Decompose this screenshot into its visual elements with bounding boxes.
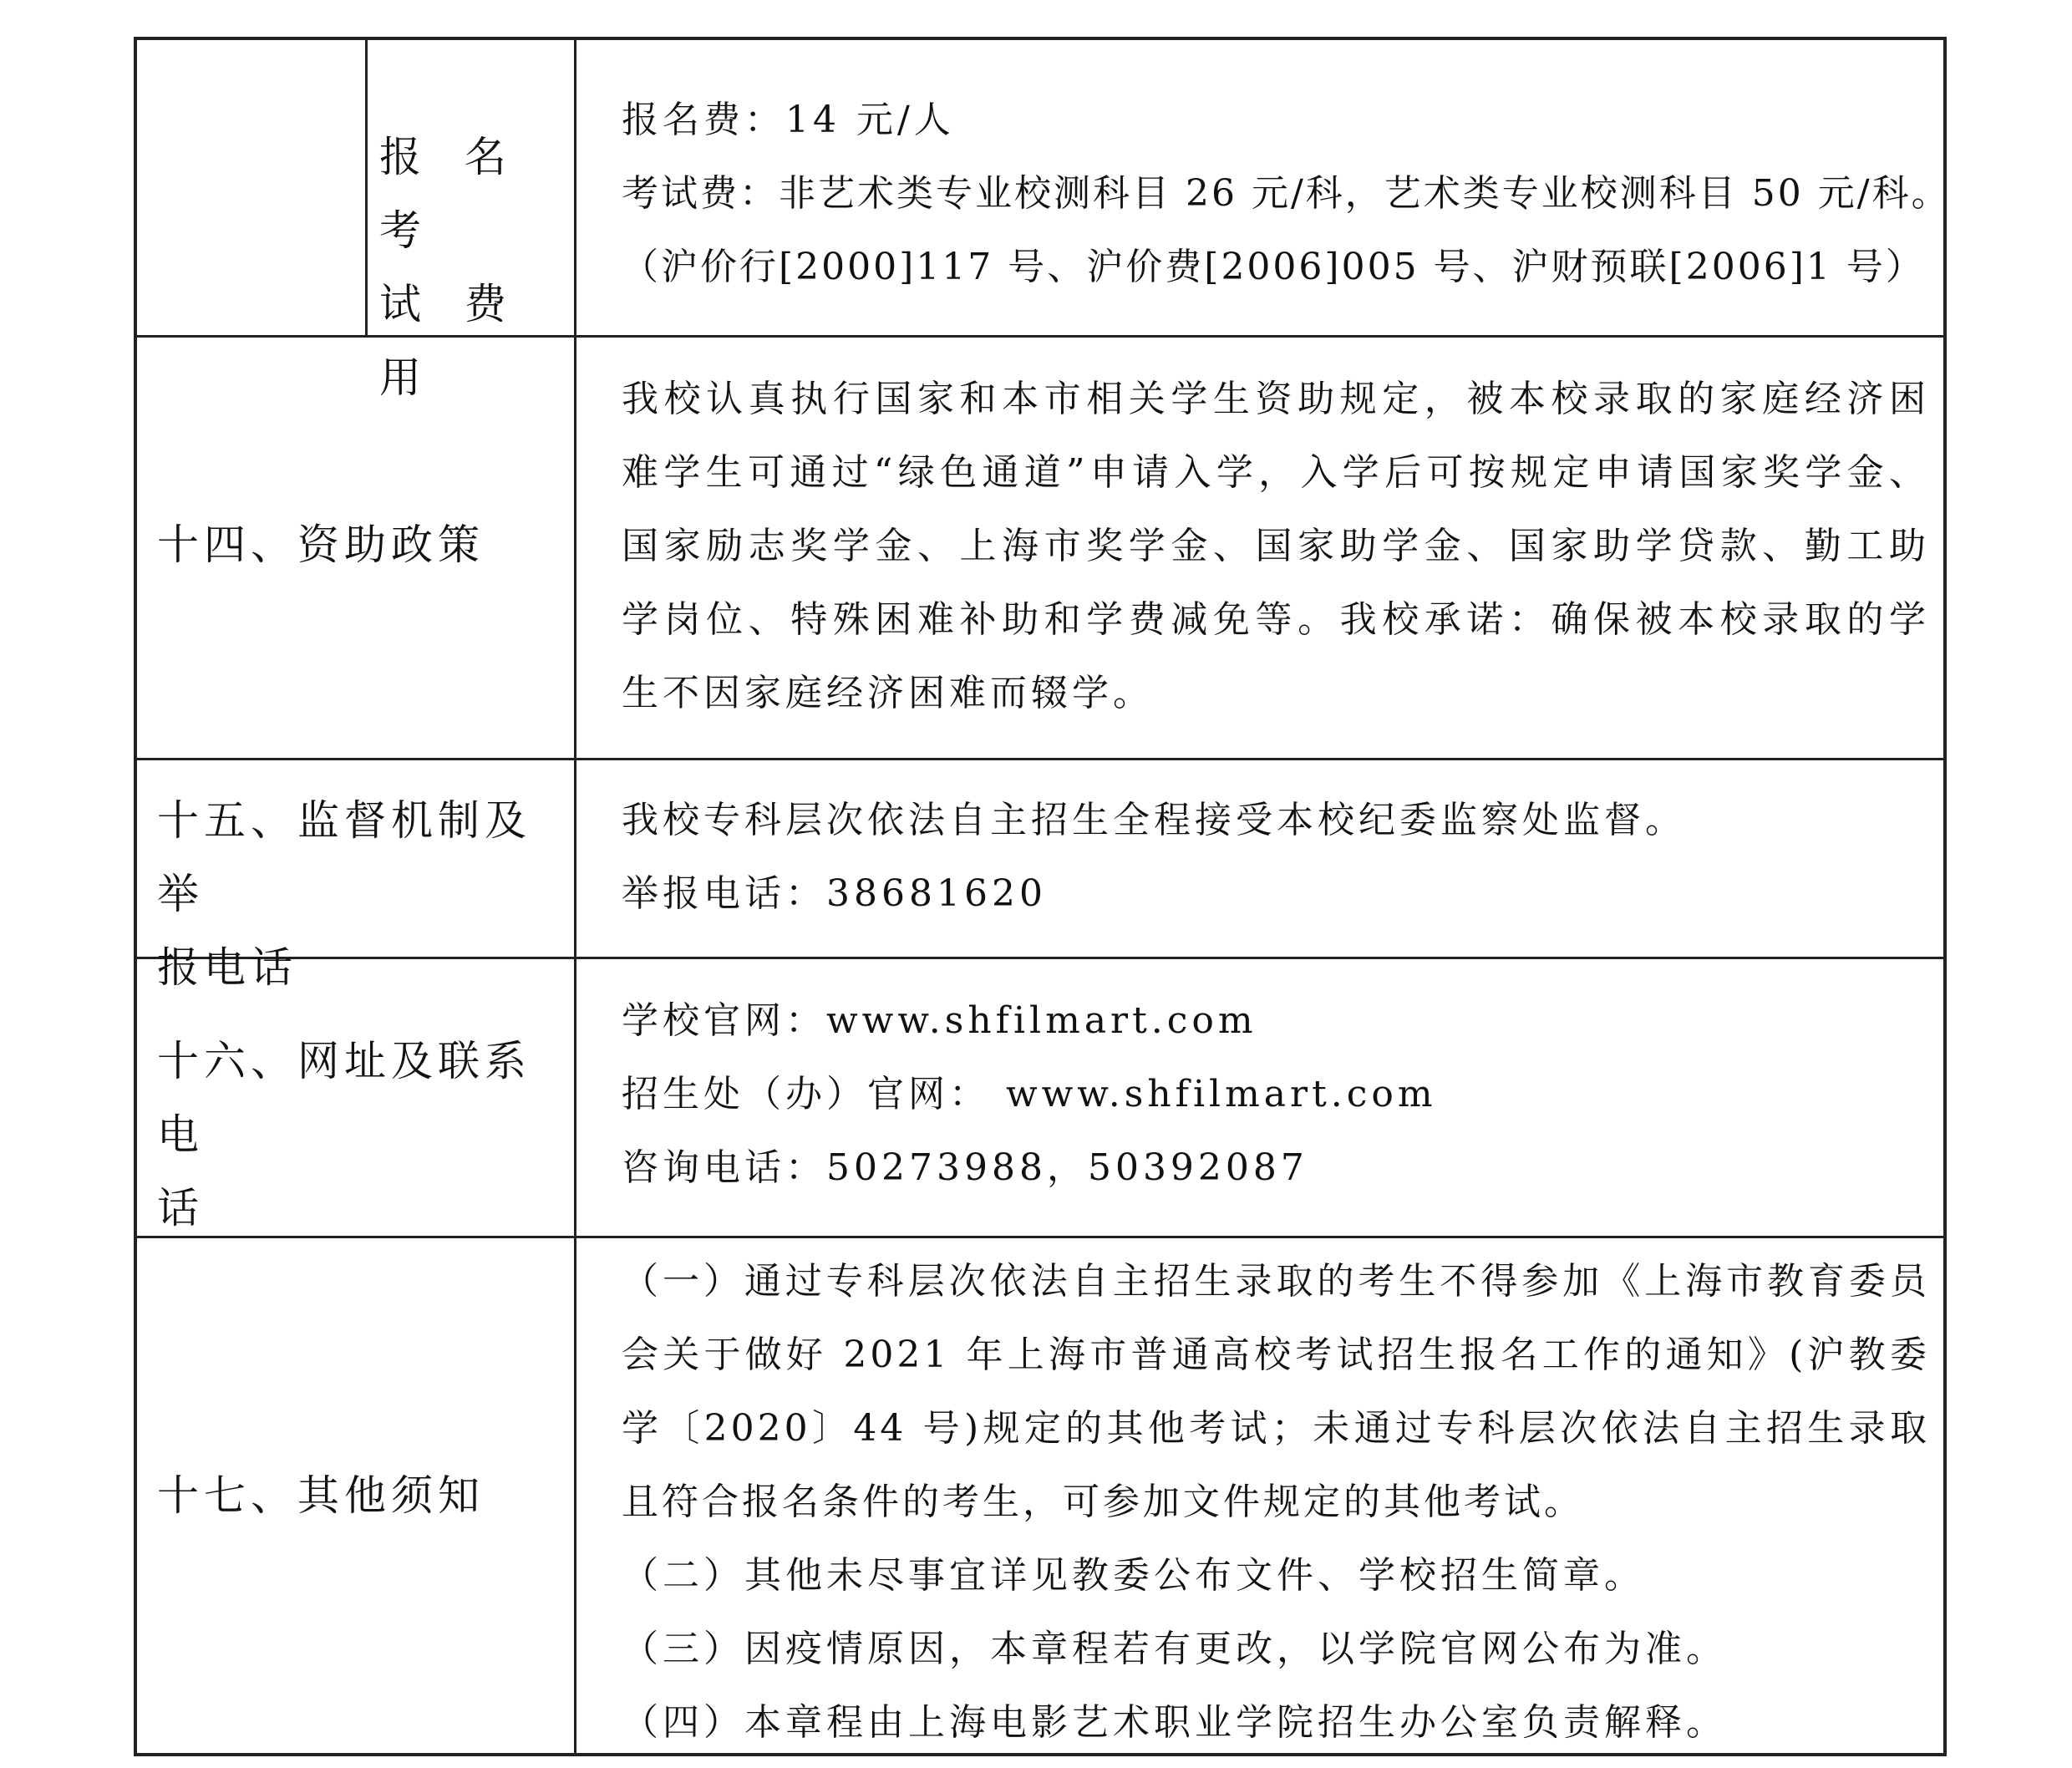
policy-table [134, 37, 1951, 1756]
other-notices-label: 十七、其他须知 [157, 1471, 485, 1520]
sub-column-divider [365, 40, 368, 335]
row-exam-fees-content-cell [576, 40, 1951, 335]
registration-fee-text: 报名费：14 元/人 [622, 99, 955, 141]
supervision-label-line-1: 十五、监督机制及举 [157, 796, 531, 918]
row-supervision [137, 760, 1943, 992]
school-website-text[interactable]: 学校官网：www.shfilmart.com [622, 999, 1257, 1042]
notice-item-4: （四）本章程由上海电影艺术职业学院招生办公室负责解释。 [622, 1701, 1727, 1744]
exam-fee-text: 考试费：非艺术类专业校测科目 26 元/科，艺术类专业校测科目 50 元/科。 [622, 172, 1951, 215]
row-supervision-label-cell [137, 760, 576, 992]
contact-label-line-2: 话 [157, 1184, 204, 1232]
row-financial-aid-content-cell [576, 338, 1943, 758]
row-financial-aid [137, 338, 1943, 760]
supervision-text: 我校专科层次依法自主招生全程接受本校纪委监察处监督。 [622, 799, 1686, 841]
notice-item-1: （一）通过专科层次依法自主招生录取的考生不得参加《上海市教育委员会关于做好 2021 年上海市普通高校考试招生报名工作的通知》(沪教委学〔2020〕44 号)规定的其他考试；未通过专科层次依法自主招生录取且符合报名条件的考生，可参加文件规定的其他考试。 [622, 1260, 1930, 1523]
notice-item-3: （三）因疫情原因，本章程若有更改，以学院官网公布为准。 [622, 1628, 1727, 1670]
financial-aid-label: 十四、资助政策 [157, 521, 485, 569]
notice-item-2: （二）其他未尽事宜详见教委公布文件、学校招生简章。 [622, 1554, 1645, 1597]
row-other-notices-content-cell [576, 1238, 1943, 1756]
financial-aid-text: 我校认真执行国家和本市相关学生资助规定，被本校录取的家庭经济困难学生可通过“绿色通道”申请入学，入学后可按规定申请国家奖学金、国家励志奖学金、上海市奖学金、国家助学金、国家助学贷款、勤工助学岗位、特殊困难补助和学费减免等。我校承诺：确保被本校录取的学生不因家庭经济困难而辍学。 [622, 378, 1930, 714]
contact-label-line-1: 十六、网址及联系电 [157, 1037, 531, 1159]
row-supervision-content-cell [576, 760, 1943, 957]
row-financial-aid-label-cell [137, 338, 576, 758]
row-exam-fees [137, 40, 1951, 402]
row-exam-fees-label-cell [137, 40, 576, 402]
row-other-notices [137, 1238, 1943, 1756]
exam-fees-label-line-2: 试 费 用 [379, 280, 521, 402]
consult-phone-text: 咨询电话：50273988，50392087 [622, 1146, 1308, 1189]
supervision-label-line-2: 报电话 [157, 943, 297, 992]
row-contact-content-cell [576, 959, 1943, 1236]
exam-fees-label-line-1: 报 名 考 [379, 133, 521, 255]
contact-label [157, 1024, 558, 1245]
report-phone-text: 举报电话：38681620 [622, 872, 1047, 915]
fee-regulation-reference: （沪价行[2000]117 号、沪价费[2006]005 号、沪财预联[2006]1 号） [622, 246, 1925, 288]
row-contact-label-cell [137, 959, 576, 1236]
row-other-notices-label-cell [137, 1238, 576, 1756]
row-contact [137, 959, 1943, 1238]
admissions-website-text[interactable]: 招生处（办）官网： www.shfilmart.com [622, 1073, 1437, 1115]
